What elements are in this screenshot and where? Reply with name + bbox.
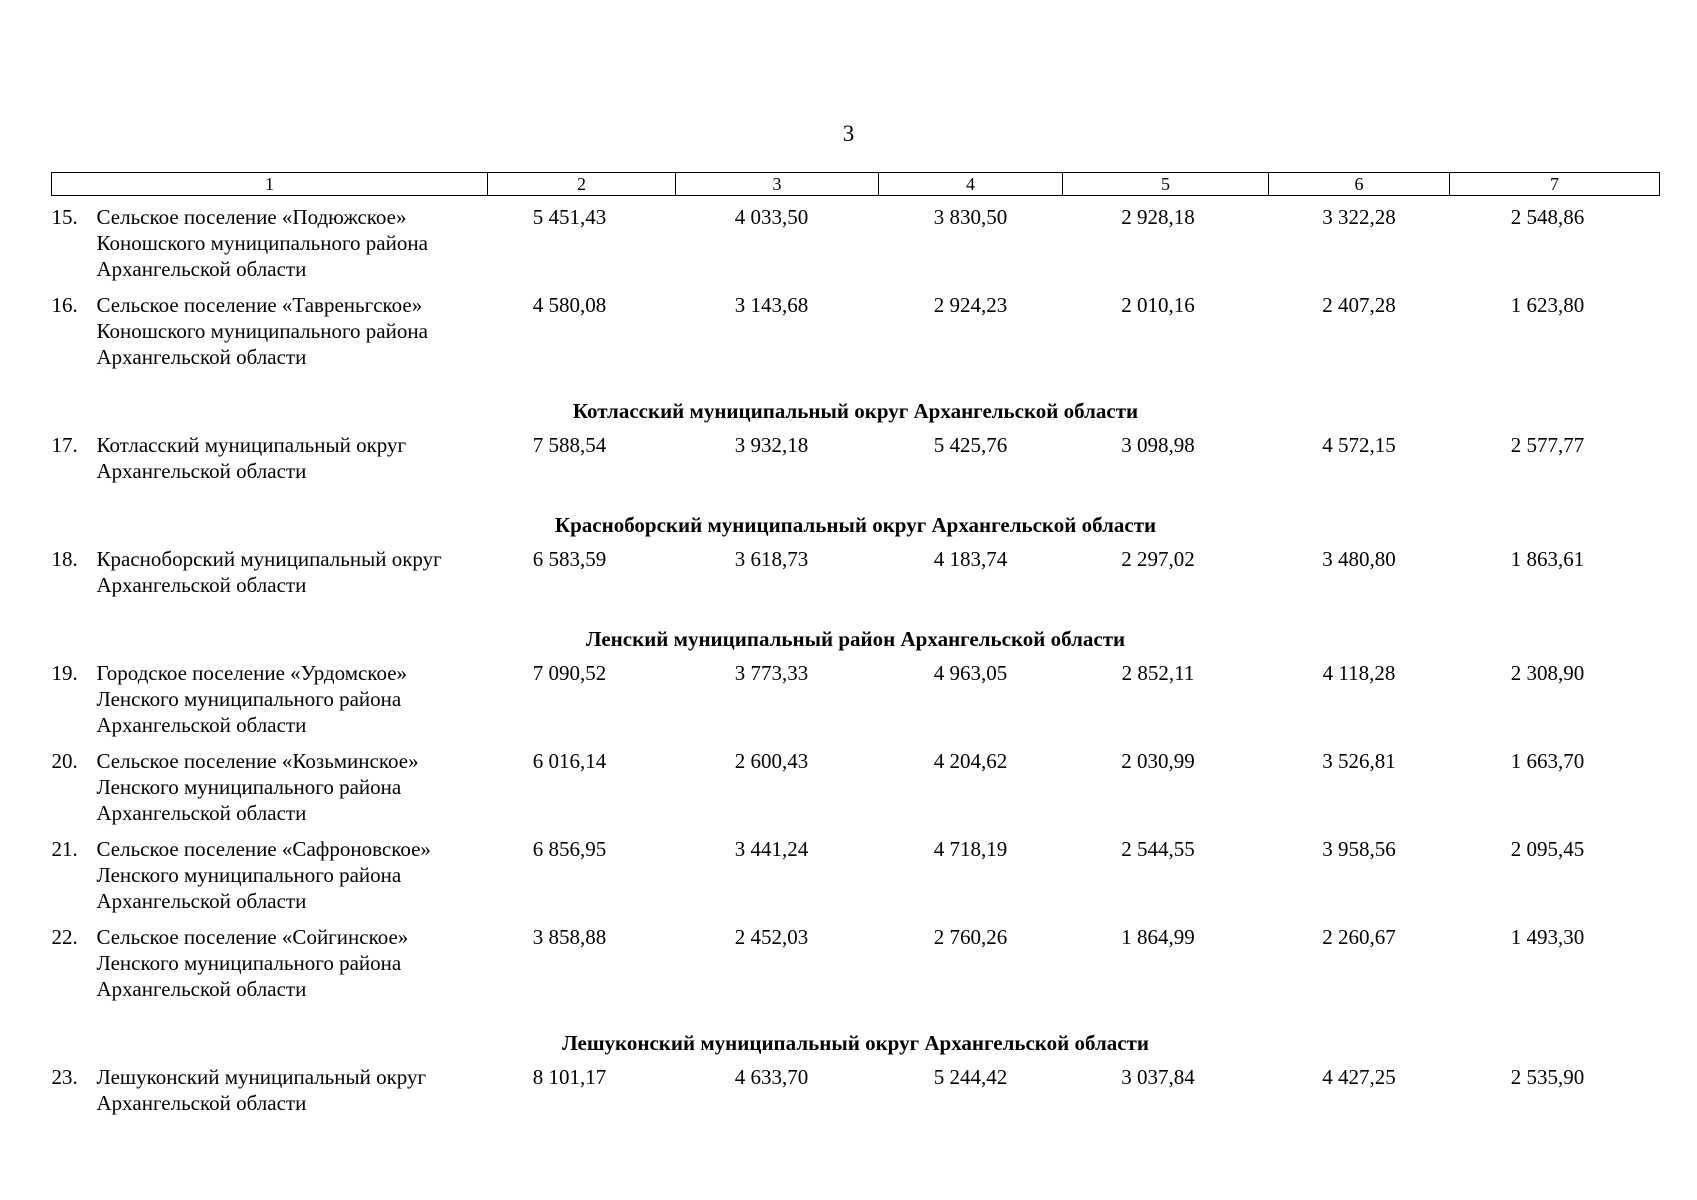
municipality-cell xyxy=(52,546,488,608)
table-row xyxy=(52,292,1660,380)
value-cell-col7: 2 548,86 xyxy=(1510,205,1585,229)
municipality-name: Лешуконский муниципальный округ Архангельской области xyxy=(96,1065,427,1115)
value-cell-col3: 3 441,24 xyxy=(734,837,809,861)
municipality-cell xyxy=(52,836,488,924)
value-cell-col3: 3 618,73 xyxy=(734,547,809,571)
page-number: 3 xyxy=(842,121,855,146)
row-number: 18. xyxy=(51,547,78,571)
municipality-entry xyxy=(52,660,488,738)
value-cell-col3: 2 452,03 xyxy=(734,925,809,949)
row-number: 19. xyxy=(51,661,78,685)
value-cell-col6: 4 118,28 xyxy=(1322,661,1396,685)
municipality-name: Сельское поселение «Сойгинское» Ленского муниципального района Архангельской области xyxy=(96,925,409,1001)
column-header-6: 6 xyxy=(1269,173,1450,196)
value-cell-col2: 8 101,17 xyxy=(532,1065,607,1089)
table-row xyxy=(52,1064,1660,1126)
value-cell-col7: 2 535,90 xyxy=(1510,1065,1585,1089)
data-table xyxy=(51,172,1660,1126)
row-number: 16. xyxy=(51,293,78,317)
municipality-entry xyxy=(52,1064,488,1116)
group-heading: Ленский муниципальный район Архангельской области xyxy=(585,627,1126,651)
table-body xyxy=(52,196,1660,1127)
value-cell-col4: 4 718,19 xyxy=(933,837,1008,861)
municipality-entry xyxy=(52,836,488,914)
value-cell-col7: 2 308,90 xyxy=(1510,661,1585,685)
municipality-name: Городское поселение «Урдомское» Ленского муниципального района Архангельской области xyxy=(96,661,408,737)
value-cell-col3: 4 033,50 xyxy=(734,205,809,229)
municipality-name: Котласский муниципальный округ Архангельской области xyxy=(96,433,407,483)
value-cell-col6: 3 526,81 xyxy=(1322,749,1396,773)
table-row xyxy=(52,546,1660,608)
value-cell-col2: 4 580,08 xyxy=(532,293,607,317)
value-cell-col3: 3 143,68 xyxy=(734,293,809,317)
group-heading-row xyxy=(52,1012,1660,1064)
group-heading-row xyxy=(52,380,1660,432)
municipality-entry xyxy=(52,432,488,484)
municipality-name: Красноборский муниципальный округ Архангельской области xyxy=(96,547,442,597)
value-cell-col6: 3 958,56 xyxy=(1322,837,1396,861)
column-header-1: 1 xyxy=(52,173,488,196)
value-cell-col4: 4 963,05 xyxy=(933,661,1008,685)
value-cell-col3: 3 932,18 xyxy=(734,433,809,457)
municipality-entry xyxy=(52,204,488,282)
value-cell-col2: 7 090,52 xyxy=(532,661,607,685)
value-cell-col7: 1 663,70 xyxy=(1510,749,1585,773)
table-header xyxy=(52,173,1660,196)
column-header-7: 7 xyxy=(1450,173,1660,196)
municipality-entry xyxy=(52,546,488,598)
value-cell-col5: 2 544,55 xyxy=(1121,837,1195,861)
value-cell-col3: 2 600,43 xyxy=(734,749,809,773)
table-row xyxy=(52,748,1660,836)
value-cell-col2: 6 856,95 xyxy=(532,837,607,861)
municipality-cell xyxy=(52,196,488,293)
municipality-cell xyxy=(52,432,488,494)
header-row xyxy=(52,173,1660,196)
value-cell-col7: 1 493,30 xyxy=(1510,925,1585,949)
municipality-cell xyxy=(52,1064,488,1126)
value-cell-col2: 6 016,14 xyxy=(532,749,607,773)
row-number: 15. xyxy=(51,205,78,229)
value-cell-col2: 7 588,54 xyxy=(532,433,607,457)
value-cell-col7: 2 577,77 xyxy=(1510,433,1585,457)
group-heading-row xyxy=(52,494,1660,546)
value-cell-col4: 5 425,76 xyxy=(933,433,1008,457)
table-row xyxy=(52,924,1660,1012)
row-number: 23. xyxy=(51,1065,78,1089)
value-cell-col4: 2 924,23 xyxy=(933,293,1008,317)
value-cell-col2: 6 583,59 xyxy=(532,547,607,571)
municipality-entry xyxy=(52,748,488,826)
municipality-cell xyxy=(52,292,488,380)
value-cell-col5: 1 864,99 xyxy=(1121,925,1195,949)
table-row xyxy=(52,196,1660,293)
value-cell-col4: 2 760,26 xyxy=(933,925,1008,949)
table-row xyxy=(52,660,1660,748)
municipality-name: Сельское поселение «Козьминское» Ленского муниципального района Архангельской области xyxy=(96,749,419,825)
value-cell-col4: 4 183,74 xyxy=(933,547,1008,571)
value-cell-col4: 4 204,62 xyxy=(933,749,1008,773)
group-heading: Котласский муниципальный округ Архангельской области xyxy=(572,399,1139,423)
value-cell-col7: 2 095,45 xyxy=(1510,837,1585,861)
column-header-5: 5 xyxy=(1063,173,1269,196)
group-heading-row xyxy=(52,608,1660,660)
row-number: 20. xyxy=(51,749,78,773)
value-cell-col6: 4 427,25 xyxy=(1322,1065,1396,1089)
row-number: 17. xyxy=(51,433,78,457)
municipality-cell xyxy=(52,924,488,1012)
value-cell-col5: 2 297,02 xyxy=(1121,547,1195,571)
municipality-name: Сельское поселение «Сафроновское» Ленского муниципального района Архангельской области xyxy=(96,837,431,913)
column-header-4: 4 xyxy=(879,173,1063,196)
group-heading: Лешуконский муниципальный округ Архангельской области xyxy=(562,1031,1149,1055)
group-heading: Красноборский муниципальный округ Архангельской области xyxy=(554,513,1157,537)
table-row xyxy=(52,836,1660,924)
row-number: 22. xyxy=(51,925,78,949)
value-cell-col4: 5 244,42 xyxy=(933,1065,1008,1089)
column-header-3: 3 xyxy=(676,173,879,196)
value-cell-col5: 3 098,98 xyxy=(1121,433,1195,457)
value-cell-col2: 5 451,43 xyxy=(532,205,607,229)
value-cell-col7: 1 863,61 xyxy=(1510,547,1585,571)
value-cell-col6: 2 260,67 xyxy=(1322,925,1396,949)
value-cell-col5: 3 037,84 xyxy=(1121,1065,1195,1089)
municipality-entry xyxy=(52,924,488,1002)
value-cell-col6: 3 322,28 xyxy=(1322,205,1396,229)
value-cell-col3: 3 773,33 xyxy=(734,661,809,685)
value-cell-col3: 4 633,70 xyxy=(734,1065,809,1089)
municipality-cell xyxy=(52,748,488,836)
value-cell-col5: 2 928,18 xyxy=(1121,205,1195,229)
value-cell-col7: 1 623,80 xyxy=(1510,293,1585,317)
row-number: 21. xyxy=(51,837,78,861)
column-header-2: 2 xyxy=(488,173,676,196)
table-row xyxy=(52,432,1660,494)
municipality-name: Сельское поселение «Подюжское» Коношского муниципального района Архангельской области xyxy=(96,205,428,281)
value-cell-col5: 2 030,99 xyxy=(1121,749,1195,773)
municipality-entry xyxy=(52,292,488,370)
value-cell-col6: 3 480,80 xyxy=(1322,547,1396,571)
value-cell-col5: 2 010,16 xyxy=(1121,293,1195,317)
municipality-cell xyxy=(52,660,488,748)
value-cell-col4: 3 830,50 xyxy=(933,205,1008,229)
value-cell-col2: 3 858,88 xyxy=(532,925,607,949)
value-cell-col6: 2 407,28 xyxy=(1322,293,1396,317)
value-cell-col5: 2 852,11 xyxy=(1121,661,1195,685)
value-cell-col6: 4 572,15 xyxy=(1322,433,1396,457)
municipality-name: Сельское поселение «Тавреньгское» Коношского муниципального района Архангельской области xyxy=(96,293,428,369)
